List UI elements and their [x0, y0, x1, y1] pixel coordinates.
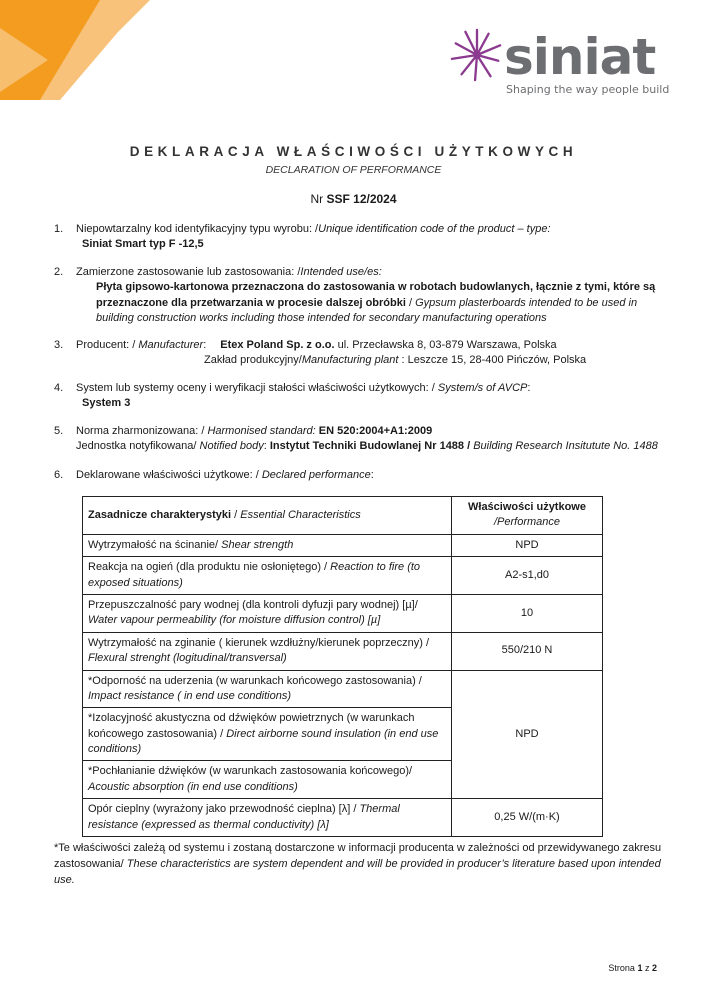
performance-table	[82, 496, 603, 837]
page-number: Strona 1 z 2	[608, 963, 657, 973]
characteristic-cell: *Pochłanianie dźwięków (w warunkach zastosowania końcowego)/ Acoustic absorption (in end use conditions)	[83, 761, 452, 799]
document-number: Nr SSF 12/2024	[310, 192, 397, 206]
table-row	[83, 594, 603, 632]
item-3: 3. Producent: / Manufacturer: Etex Poland Sp. z o.o. ul. Przecławska 8, 03-879 Warszawa, Polska Zakład produkcyjny/Manufacturing plant : Leszcze 15, 28-400 Pińczów, Polska	[54, 339, 587, 367]
item-1: 1. Niepowtarzalny kod identyfikacyjny typu wyrobu: /Unique identification code of the product – type: Siniat Smart typ F -12,5	[54, 222, 667, 253]
performance-value-cell: A2-s1,d0	[452, 557, 603, 595]
characteristic-cell: *Odporność na uderzenia (w warunkach końcowego zastosowania) / Impact resistance ( in end use conditions)	[83, 670, 452, 708]
item-6: 6. Deklarowane właściwości użytkowe: / Declared performance:	[54, 469, 374, 481]
header-performance: Właściwości użytkowe /Performance	[452, 497, 603, 535]
characteristic-cell: Opór cieplny (wyrażony jako przewodność cieplna) [λ] / Thermal resistance (expressed as thermal conductivity) [λ]	[83, 799, 452, 837]
avcp-system: System 3	[82, 397, 131, 410]
brand-tagline: Shaping the way people build	[506, 83, 670, 96]
header-essential-characteristics: Zasadnicze charakterystyki / Essential Characteristics	[83, 497, 452, 535]
characteristic-cell: Przepuszczalność pary wodnej (dla kontroli dyfuzji pary wodnej) [µ]/ Water vapour permeability (for moisture diffusion control) [µ]	[83, 594, 452, 632]
table-header-row	[83, 497, 603, 535]
corner-decoration	[0, 0, 150, 100]
characteristic-cell: Wytrzymałość na ścinanie/ Shear strength	[83, 534, 452, 556]
performance-value-cell: 550/210 N	[452, 632, 603, 670]
footnote: *Te właściwości zależą od systemu i zostaną dostarczone w informacji producenta w zależności od przewidywanego zakresu zastosowania/ These characteristics are system dependent and will be provided in producer’s literature based upon intended use.	[54, 842, 662, 886]
item-5: 5. Norma zharmonizowana: / Harmonised standard: EN 520:2004+A1:2009 Jednostka notyfikowana/ Notified body: Instytut Techniki Budowlanej Nr 1488 / Building Research Insitutute No. 1488	[54, 425, 658, 453]
document-subtitle: DECLARATION OF PERFORMANCE	[265, 164, 442, 176]
performance-value-cell: 0,25 W/(m·K)	[452, 799, 603, 837]
table-row	[83, 632, 603, 670]
item-4: 4. System lub systemy oceny i weryfikacji stałości właściwości użytkowych: / System/s of AVCP: System 3	[54, 381, 667, 412]
characteristic-cell: *Izolacyjność akustyczna od dźwięków powietrznych (w warunkach końcowego zastosowania) / Direct airborne sound insulation (in end use conditions)	[83, 708, 452, 761]
table-row	[83, 557, 603, 595]
characteristic-cell: Reakcja na ogień (dla produktu nie osłoniętego) / Reaction to fire (to exposed situations)	[83, 557, 452, 595]
performance-value-cell: NPD	[452, 534, 603, 556]
performance-value-cell: 10	[452, 594, 603, 632]
brand-wordmark: siniat	[504, 28, 656, 86]
star-logo-icon	[448, 26, 506, 84]
siniat-logo	[448, 26, 668, 104]
product-code: Siniat Smart typ F -12,5	[82, 238, 204, 251]
characteristic-cell: Wytrzymałość na zginanie ( kierunek wzdłużny/kierunek poprzeczny) / Flexural strenght (logitudinal/transversal)	[83, 632, 452, 670]
table-row	[83, 670, 603, 708]
table-row	[83, 799, 603, 837]
merged-npd-cell: NPD	[452, 670, 603, 799]
intended-use: Płyta gipsowo-kartonowa przeznaczona do zastosowania w robotach budowlanych, łącznie z tymi, które są przeznaczone dla przetwarzania w procesie dalszej obróbki / Gypsum plasterboards intended to be used in building construction works including those intended for secondary manufacturing operations	[96, 281, 656, 325]
document-title: DEKLARACJA WŁAŚCIWOŚCI UŻYTKOWYCH	[129, 144, 578, 159]
item-2: 2. Zamierzone zastosowanie lub zastosowania: /Intended use/es: Płyta gipsowo-kartonowa przeznaczona do zastosowania w robotach budowlanych, łącznie z tymi, które są przeznaczone dla przetwarzania w procesie dalszej obróbki / Gypsum plasterboards intended to be used in building construction works including those intended for secondary manufacturing operations	[54, 265, 667, 327]
table-row	[83, 534, 603, 556]
